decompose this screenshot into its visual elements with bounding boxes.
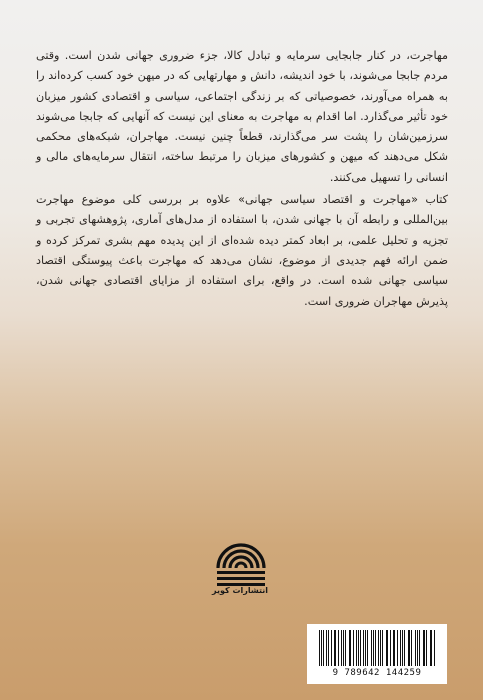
isbn-number: 9 789642 144259 xyxy=(332,668,422,678)
publisher-logo-icon xyxy=(214,542,268,586)
isbn-barcode xyxy=(307,624,447,684)
blurb-paragraph-2: کتاب «مهاجرت و اقتصاد سیاسی جهانی» علاوه بر بررسی کلی موضوع مهاجرت بین‌المللی و رابطه آن با جهانی شدن، با استفاده از مدل‌های آماری، پژوهشهای تجربی و تجزیه و تحلیل علمی، بر ابعاد کمتر دیده شده‌ای از این پدیده مهم بشری تمرکز کرده و ضمن ارائه فهم جدیدی از موضوع، نشان می‌دهد که مهاجرت باعث پیوستگی اقتصاد سیاسی جهانی شده است. در واقع، برای استفاده از مزایای اقتصادی جهانی شدن، پذیرش مهاجران ضروری است. xyxy=(36,193,448,308)
publisher-logo xyxy=(214,542,268,602)
blurb-text xyxy=(36,46,448,312)
blurb-paragraph-1: مهاجرت، در کنار جابجایی سرمایه و تبادل کالا، جزء ضروری جهانی شدن است. وقتی مردم جابجا می‌شوند، با خود اندیشه، دانش و مهارتهایی که در میهن خود کسب کرده‌اند را به همراه می‌آورند، خصوصیاتی که بر زندگی اجتماعی، سیاسی و اقتصادی کشور میزبان خود تأثیر می‌گذارد. اما اقدام به مهاجرت به معنای این نیست که آنهایی که جابجا می‌شوند سرزمین‌شان را پشت سر می‌گذارند، قطعاً چنین نیست. مهاجران، شبکه‌های محکمی شکل می‌دهند که میهن و کشورهای میزبان را مرتبط ساخته، انتقال سرمایه‌های مالی و انسانی را تسهیل می‌کنند. xyxy=(36,49,448,184)
publisher-name: انتشارات کویر xyxy=(212,586,268,595)
barcode-icon xyxy=(319,630,437,666)
